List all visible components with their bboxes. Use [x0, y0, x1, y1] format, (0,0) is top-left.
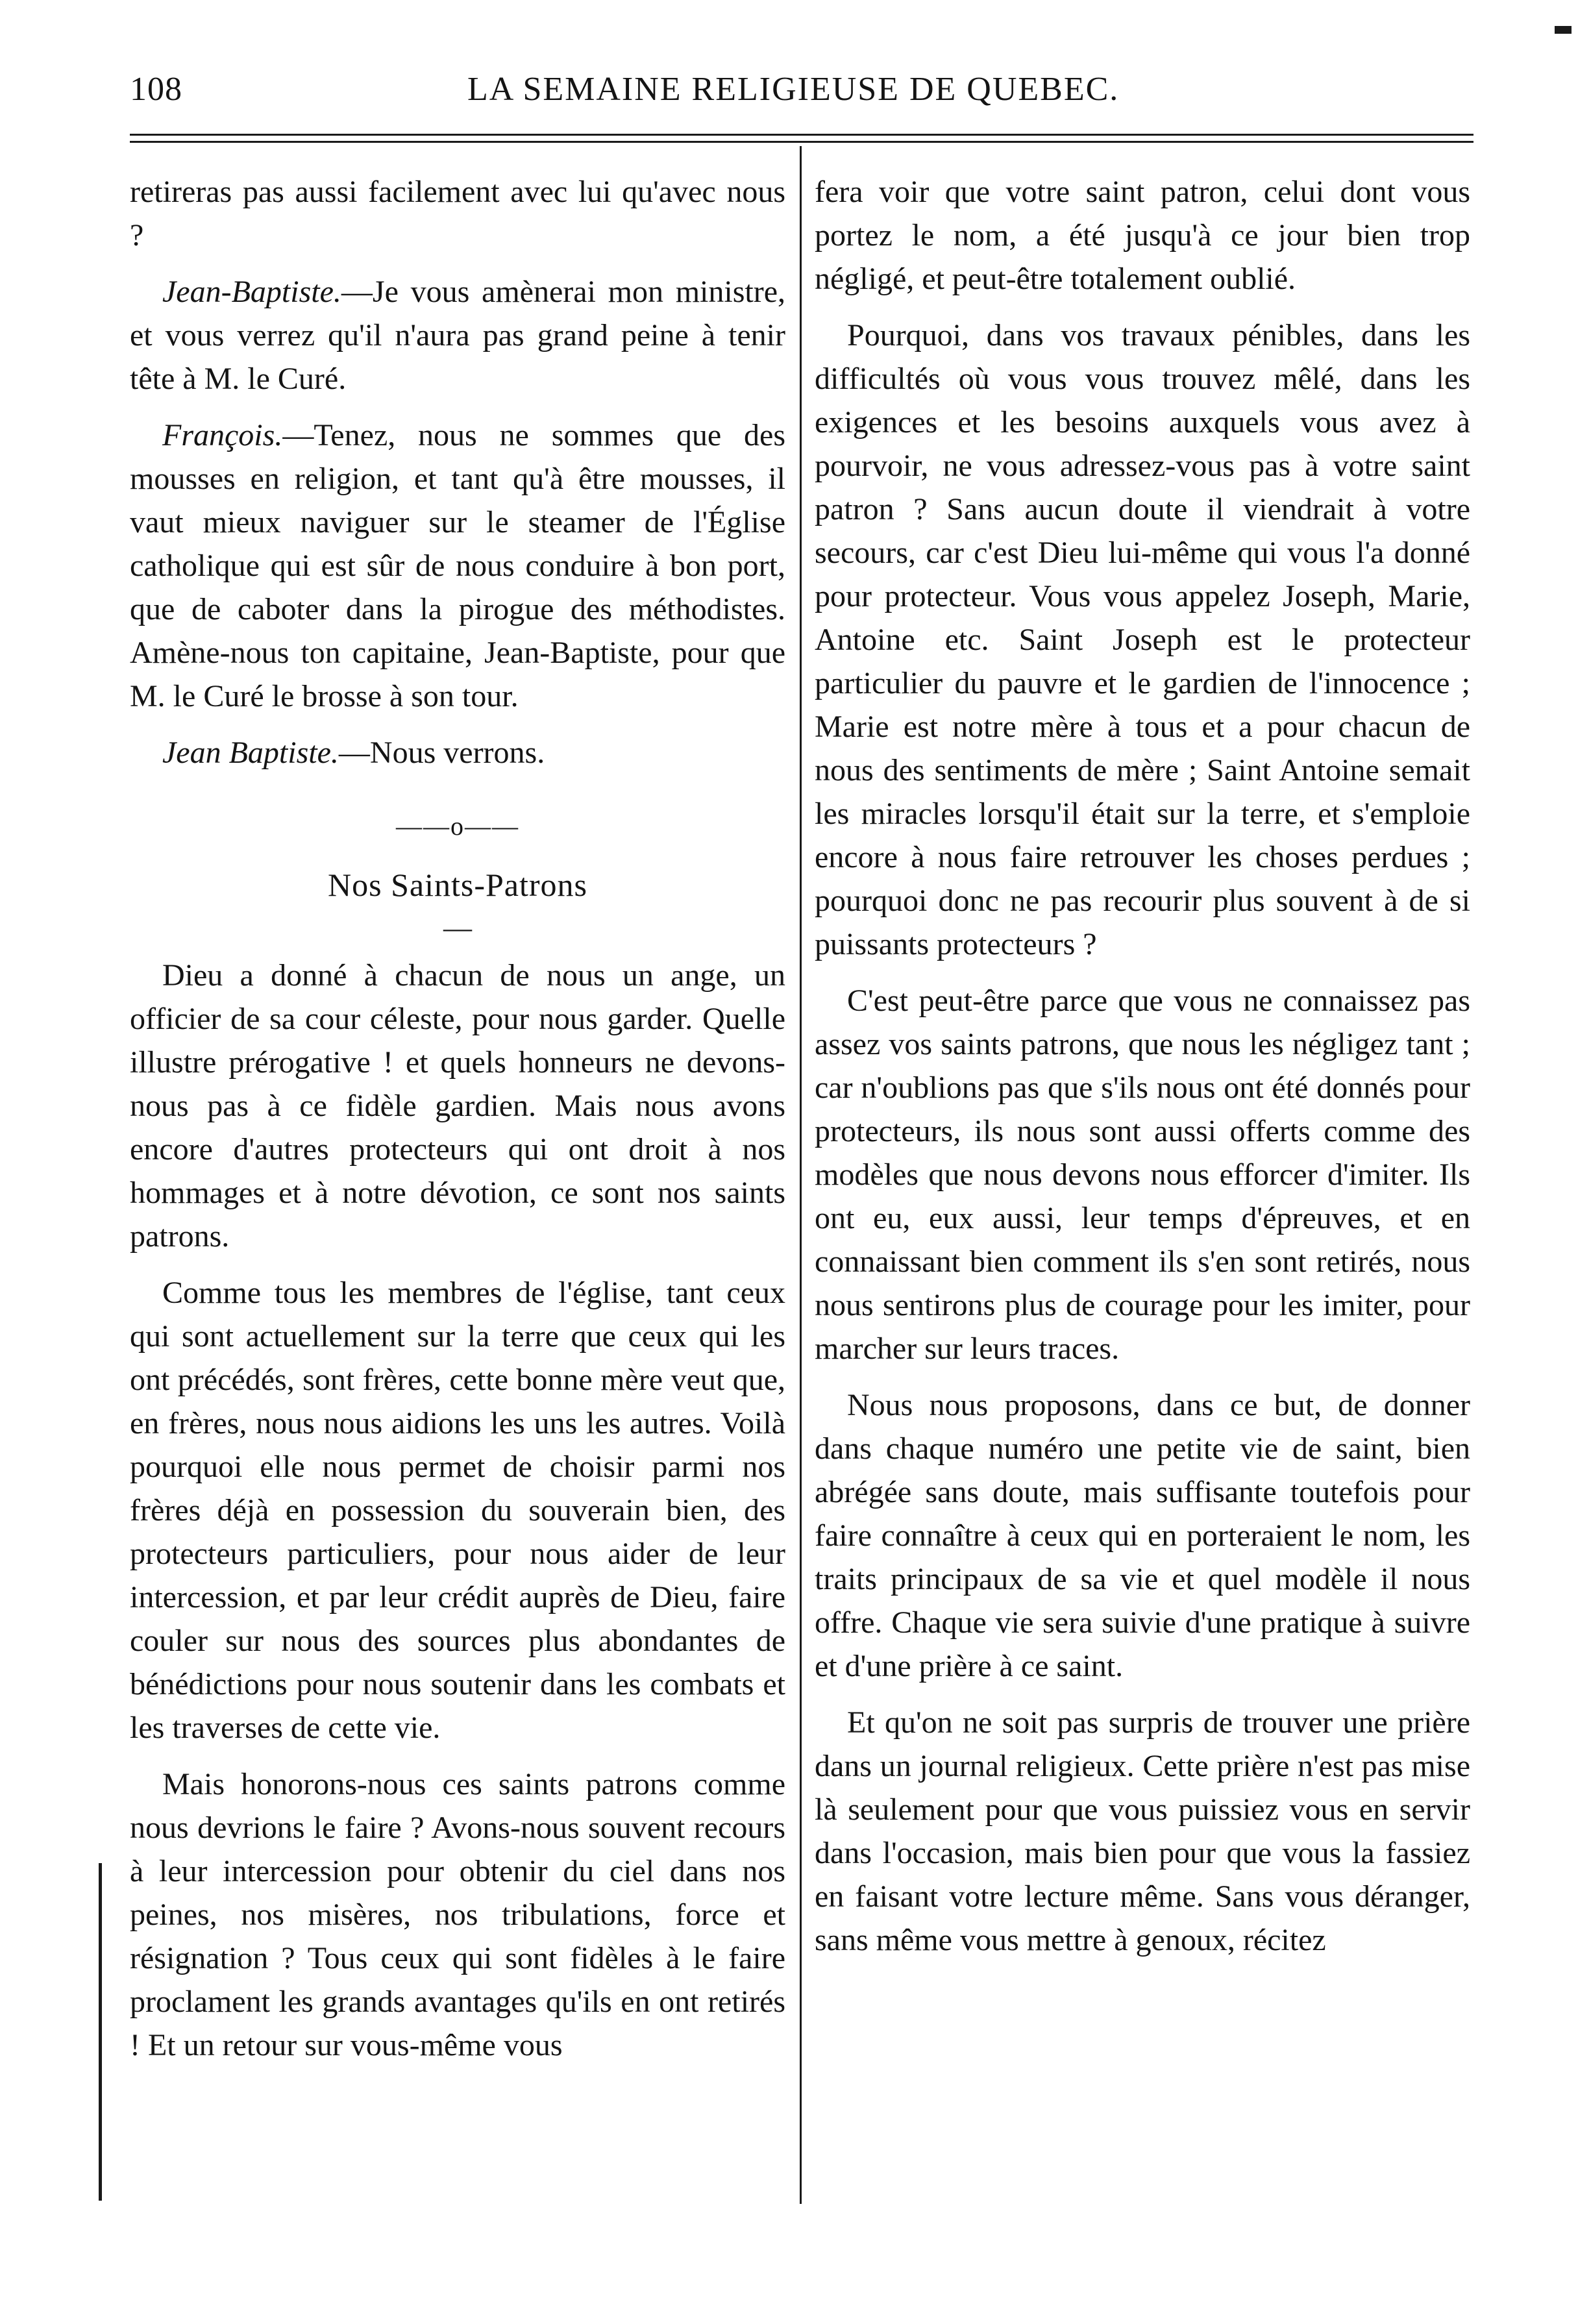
page-number: 108 — [130, 71, 182, 108]
left-column — [130, 170, 785, 2080]
right-paragraph-5: Et qu'on ne soit pas surpris de trouver une prière dans un journal religieux. Cette prière n'est pas mise là seulement pour que vous puissiez vous en servir dans l'occasion, mais bien pour que vous la fassiez en faisant votre lecture même. Sans vous déranger, sans même vous mettre à genoux, récitez — [815, 1705, 1470, 1957]
column-divider — [800, 146, 802, 2204]
section-title: Nos Saints-Patrons — [328, 867, 587, 903]
left-paragraph-1: retireras pas aussi facilement avec lui qu'avec nous ? — [130, 175, 785, 253]
right-paragraph-1: fera voir que votre saint patron, celui dont vous portez le nom, a été jusqu'à ce jour bien trop négligé, et peut-être totalement oublié. — [815, 175, 1470, 296]
speaker-name: François. — [162, 418, 283, 452]
dialogue-francois — [130, 414, 785, 718]
margin-ink-mark — [99, 1863, 102, 2201]
dialogue-line: —Nous verrons. — [338, 736, 545, 770]
dialogue-line: —Tenez, nous ne sommes que des mousses en religion, et tant qu'à être mousses, il vaut mieux naviguer sur le steamer de l'Église catholique qui est sûr de nous conduire à bon port, que de caboter dans la pirogue des méthodistes. Amène-nous ton capitaine, Jean-Baptiste, pour que M. le Curé le brosse à son tour. — [130, 418, 785, 713]
section-separator: ——o—— — [396, 811, 519, 841]
running-title: LA SEMAINE RELIGIEUSE DE QUEBEC. — [467, 71, 1120, 108]
dialogue-line: —Je vous amènerai mon ministre, et vous verrez qu'il n'aura pas grand peine à tenir tête à M. le Curé. — [130, 275, 785, 396]
right-paragraph-4: Nous nous proposons, dans ce but, de donner dans chaque numéro une petite vie de saint, bien abrégée sans doute, mais suffisante toutefois pour faire connaître à ceux qui en porteraient le nom, les traits principaux de sa vie et quel modèle il nous offre. Chaque vie sera suivie d'une pratique à suivre et d'une prière à ce saint. — [815, 1388, 1470, 1683]
left-paragraph-honor: Mais honorons-nous ces saints patrons comme nous devrions le faire ? Avons-nous souvent recours à leur intercession pour obtenir du ciel dans nos peines, nos misères, nos tribulations, force et résignation ? Tous ceux qui sont fidèles à le faire proclament les grands avantages qu'ils en ont retirés ! Et un retour sur vous-même vous — [130, 1767, 785, 2062]
speaker-name: Jean-Baptiste. — [162, 275, 341, 309]
header-rule-bottom — [130, 141, 1473, 143]
title-dash: — — [443, 912, 472, 944]
left-paragraph-church: Comme tous les membres de l'église, tant ceux qui sont actuellement sur la terre que ceux qui les ont précédés, sont frères, cette bonne mère veut que, en frères, nous nous aidions les uns les autres. Voilà pourquoi elle nous permet de choisir parmi nos frères déjà en possession du souverain bien, des protecteurs particuliers, pour nous aider de leur intercession, et par leur crédit auprès de Dieu, faire couler sur nous des sources plus abondantes de bénédictions pour nous soutenir dans les combats et les traverses de cette vie. — [130, 1276, 785, 1745]
dialogue-jean-baptiste-final — [130, 731, 785, 774]
speaker-name: Jean Baptiste. — [162, 736, 339, 770]
dialogue-jean-baptiste — [130, 270, 785, 401]
right-column — [815, 170, 1470, 1975]
header-rule-top — [130, 134, 1473, 136]
right-paragraph-3: C'est peut-être parce que vous ne connaissez pas assez vos saints patrons, que nous les négligez tant ; car n'oublions pas que s'ils nous ont été donnés pour protecteurs, ils nous sont aussi offerts comme des modèles que nous devons nous efforcer d'imiter. Ils ont eu, eux aussi, leur temps d'épreuves, et en connaissant bien comment ils s'en sont retirés, nous nous sentirons plus de courage pour les imiter, pour marcher sur leurs traces. — [815, 983, 1470, 1366]
page-header — [130, 70, 1473, 122]
left-paragraph-angels: Dieu a donné à chacun de nous un ange, un officier de sa cour céleste, pour nous garder. Quelle illustre prérogative ! et quels honneurs ne devons-nous pas à ce fidèle gardien. Mais nous avons encore d'autres protecteurs qui ont droit à nos hommages et à notre dévotion, ce sont nos saints patrons. — [130, 958, 785, 1254]
right-paragraph-2: Pourquoi, dans vos travaux pénibles, dans les difficultés où vous vous trouvez mêlé, dans les exigences et les besoins auxquels vous avez à pourvoir, ne vous adressez-vous pas à votre saint patron ? Sans aucun doute il viendrait à votre secours, car c'est Dieu lui-même qui vous l'a donné pour protecteur. Vous vous appelez Joseph, Marie, Antoine etc. Saint Joseph est le protecteur particulier du pauvre et le gardien de l'innocence ; Marie est notre mère à tous et a pour chacun de nous des sentiments de mère ; Saint Antoine semait les miracles lorsqu'il était sur la terre, et s'emploie encore à nous faire retrouver les choses perdues ; pourquoi donc ne pas recourir plus souvent à de si puissants protecteurs ? — [815, 318, 1470, 961]
corner-ink-mark — [1555, 26, 1572, 34]
